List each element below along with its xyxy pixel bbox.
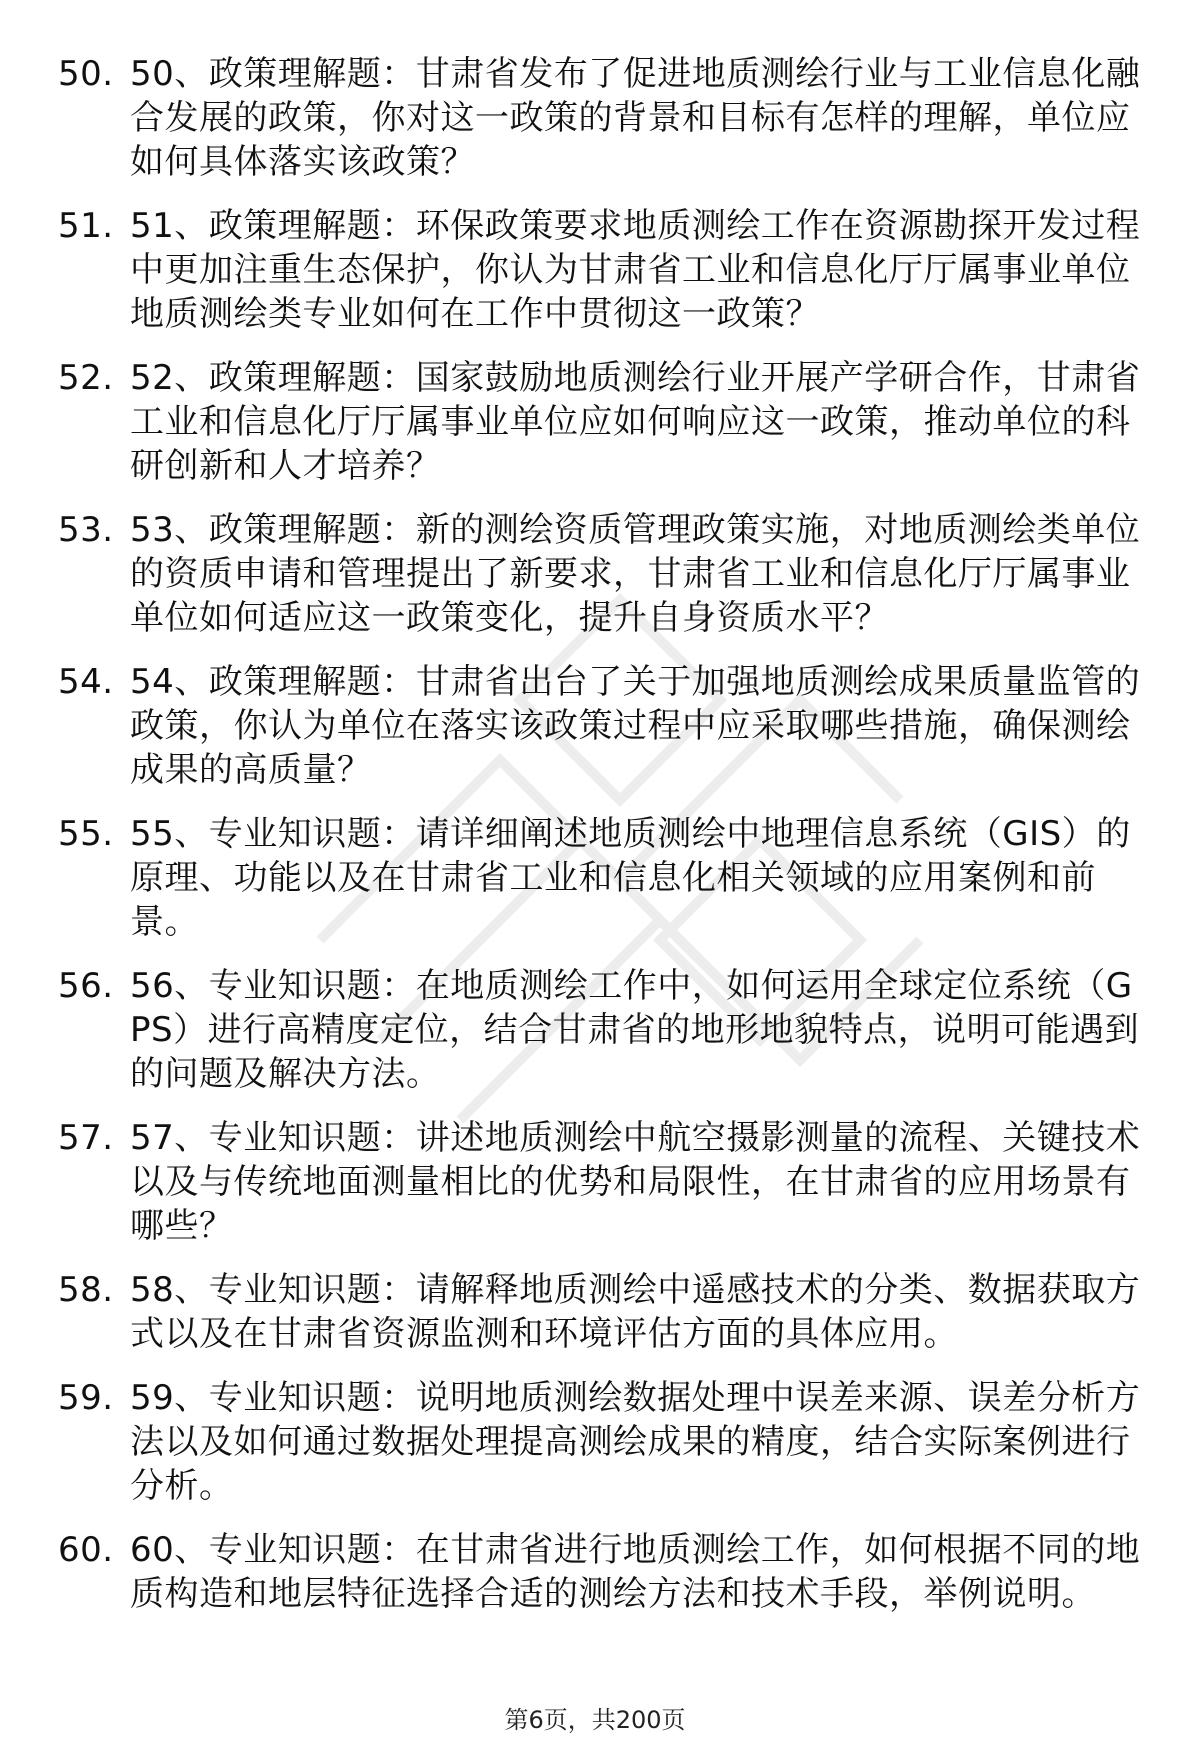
question-item [58,204,1148,336]
question-text: 59、专业知识题：说明地质测绘数据处理中误差来源、误差分析方法以及如何通过数据处理提高测绘成果的精度，结合实际案例进行分析。 [130,1378,1141,1506]
question-number: 56. [58,966,114,1006]
question-text: 50、政策理解题：甘肃省发布了促进地质测绘行业与工业信息化融合发展的政策，你对这一政策的背景和目标有怎样的理解，单位应如何具体落实该政策？ [130,54,1141,182]
question-item [58,1116,1148,1248]
question-item [58,52,1148,184]
question-item [58,356,1148,488]
page-number-footer: 第6页，共200页 [504,1706,686,1734]
question-number: 60. [58,1530,114,1570]
question-text: 53、政策理解题：新的测绘资质管理政策实施，对地质测绘类单位的资质申请和管理提出了新要求，甘肃省工业和信息化厅厅属事业单位如何适应这一政策变化，提升自身资质水平？ [130,510,1141,638]
question-text: 60、专业知识题：在甘肃省进行地质测绘工作，如何根据不同的地质构造和地层特征选择合适的测绘方法和技术手段，举例说明。 [130,1530,1141,1614]
question-text: 57、专业知识题：讲述地质测绘中航空摄影测量的流程、关键技术以及与传统地面测量相比的优势和局限性，在甘肃省的应用场景有哪些？ [130,1118,1141,1246]
question-item [58,1528,1148,1660]
question-text: 54、政策理解题：甘肃省出台了关于加强地质测绘成果质量监管的政策，你认为单位在落实该政策过程中应采取哪些措施，确保测绘成果的高质量？ [130,662,1141,790]
question-item [58,1376,1148,1508]
question-number: 57. [58,1118,114,1158]
question-item [58,1268,1148,1356]
question-text: 58、专业知识题：请解释地质测绘中遥感技术的分类、数据获取方式以及在甘肃省资源监测和环境评估方面的具体应用。 [130,1270,1141,1354]
question-number: 52. [58,358,114,398]
question-item [58,508,1148,640]
question-number: 50. [58,54,114,94]
question-text: 56、专业知识题：在地质测绘工作中，如何运用全球定位系统（GPS）进行高精度定位，结合甘肃省的地形地貌特点，说明可能遇到的问题及解决方法。 [130,966,1140,1094]
question-number: 54. [58,662,114,702]
question-text: 51、政策理解题：环保政策要求地质测绘工作在资源勘探开发过程中更加注重生态保护，你认为甘肃省工业和信息化厅厅属事业单位地质测绘类专业如何在工作中贯彻这一政策？ [130,206,1141,334]
question-number: 53. [58,510,114,550]
question-item [58,812,1148,944]
question-item [58,964,1148,1096]
question-number: 58. [58,1270,114,1310]
question-item [58,660,1148,792]
question-number: 51. [58,206,114,246]
question-list [58,52,1148,1680]
question-text: 55、专业知识题：请详细阐述地质测绘中地理信息系统（GIS）的原理、功能以及在甘肃省工业和信息化相关领域的应用案例和前景。 [130,814,1131,942]
question-number: 55. [58,814,114,854]
question-number: 59. [58,1378,114,1418]
question-text: 52、政策理解题：国家鼓励地质测绘行业开展产学研合作，甘肃省工业和信息化厅厅属事业单位应如何响应这一政策，推动单位的科研创新和人才培养？ [130,358,1141,486]
